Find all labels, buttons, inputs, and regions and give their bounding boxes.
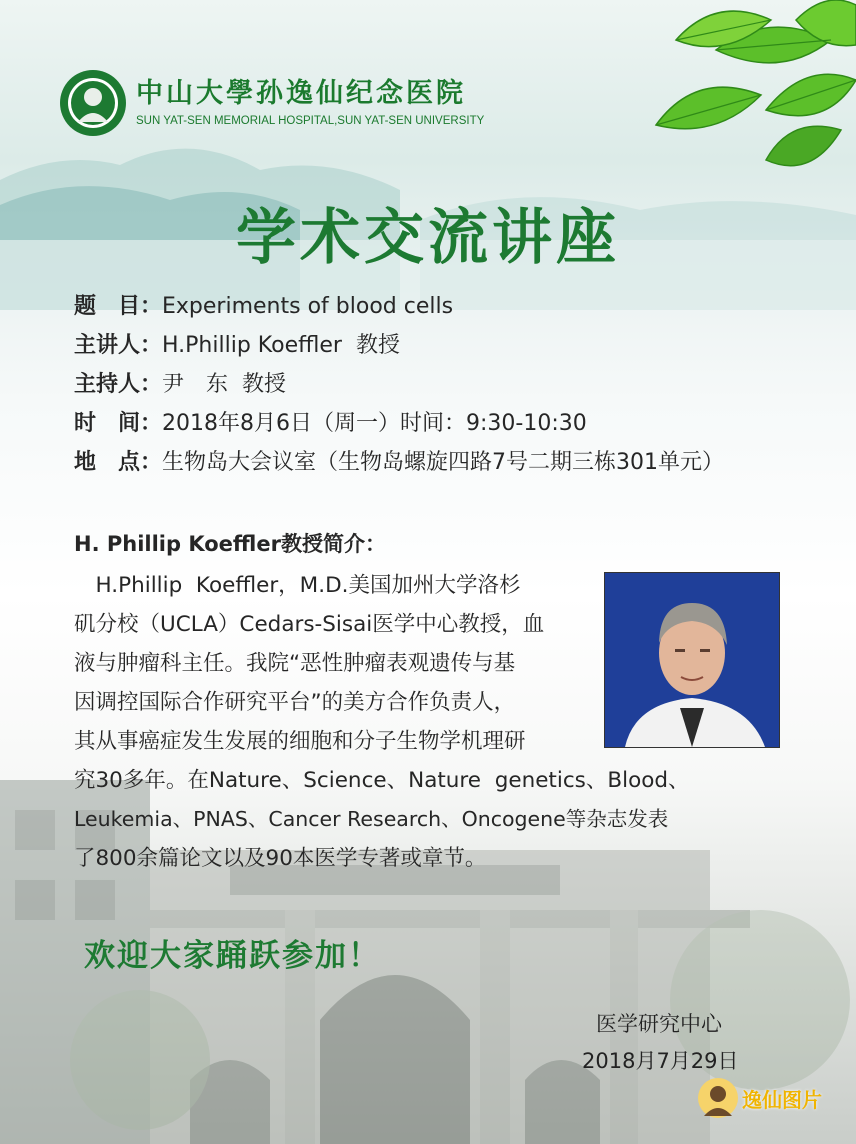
host-row	[74, 365, 724, 404]
green-leaves-decoration	[566, 0, 856, 200]
hospital-logo	[58, 68, 484, 138]
bio-line: 其从事癌症发生发展的细胞和分子生物学机理研	[74, 729, 526, 754]
host-label: 主持人：	[74, 372, 163, 397]
bio-line: 了800余篇论文以及90本医学专著或章节。	[74, 846, 487, 871]
lecture-info	[74, 287, 724, 482]
bio-line: Leukemia、PNAS、Cancer Research、Oncogene等杂志发表	[74, 807, 669, 831]
bio-line: 矶分校（UCLA）Cedars-Sisai医学中心教授，血	[74, 612, 545, 637]
welcome-message: 欢迎大家踊跃参加！	[84, 938, 381, 974]
place-label: 地 点：	[74, 450, 163, 475]
place-value: 生物岛大会议室（生物岛螺旋四路7号二期三栋301单元）	[162, 450, 725, 475]
bio-heading: H. Phillip Koeffler教授简介：	[74, 532, 386, 556]
watermark-text: 逸仙图片	[742, 1087, 822, 1112]
bio-line: 究30多年。在Nature、Science、Nature genetics、Blood、	[74, 768, 690, 793]
watermark	[696, 1076, 822, 1120]
speaker-row	[74, 326, 724, 365]
time-label: 时 间：	[74, 411, 163, 436]
topic-label: 题 目：	[74, 294, 163, 319]
place-row	[74, 443, 724, 482]
bio-line: 液与肿瘤科主任。我院“恶性肿瘤表观遗传与基	[74, 651, 516, 676]
organizer: 医学研究中心	[596, 1012, 722, 1036]
bio-line: H.Phillip Koeffler，M.D.美国加州大学洛杉	[74, 573, 521, 598]
watermark-portrait-icon	[696, 1076, 740, 1120]
speaker-photo	[604, 572, 780, 748]
time-row	[74, 404, 724, 443]
hospital-seal-icon	[58, 68, 128, 138]
bio-line: 因调控国际合作研究平台”的美方合作负责人，	[74, 690, 516, 715]
host-value: 尹 东 教授	[162, 372, 287, 397]
issue-date: 2018月7月29日	[582, 1049, 739, 1073]
topic-row	[74, 287, 724, 326]
hospital-name-cn: 中山大學孙逸仙纪念医院	[136, 78, 466, 109]
hospital-name-en: SUN YAT-SEN MEMORIAL HOSPITAL,SUN YAT-SEN UNIVERSITY	[136, 115, 485, 127]
speaker-portrait-icon	[605, 573, 779, 747]
poster-title: 学术交流讲座	[236, 203, 620, 273]
topic-value: Experiments of blood cells	[162, 294, 454, 319]
speaker-value: H.Phillip Koeffler 教授	[162, 333, 400, 358]
speaker-label: 主讲人：	[74, 333, 163, 358]
time-value: 2018年8月6日（周一）时间：9:30-10:30	[162, 411, 587, 436]
